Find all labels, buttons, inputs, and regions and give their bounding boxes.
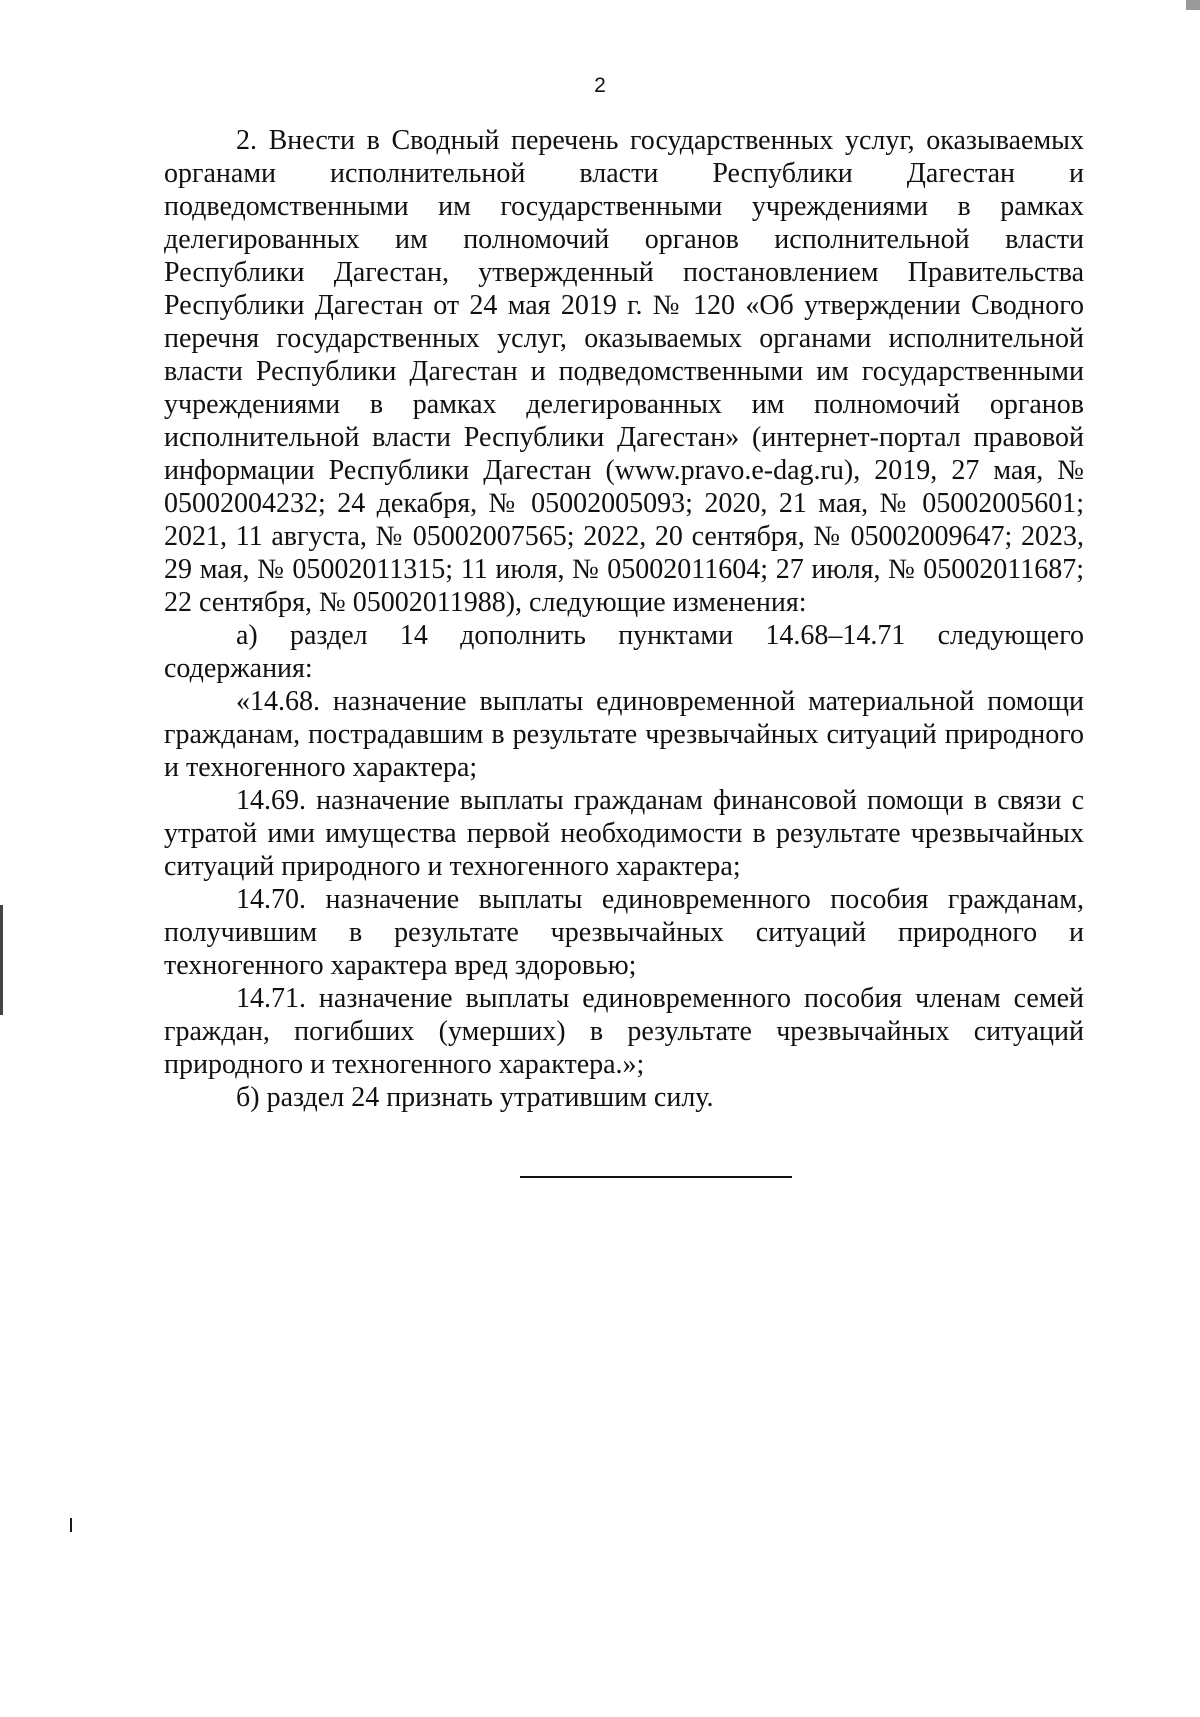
paragraph-item-14-71: 14.71. назначение выплаты единовременного пособия членам семей граждан, погибших (умерших) в результате чрезвычайных ситуаций природного и техногенного характера.»;: [164, 983, 1084, 1080]
paragraph-item-14-70: 14.70. назначение выплаты единовременного пособия гражданам, получившим в результате чрезвычайных ситуаций природного и техногенного характера вред здоровью;: [164, 884, 1084, 981]
page-number: 2: [594, 74, 606, 97]
scan-artifact: [70, 1518, 72, 1532]
end-divider-line: [520, 1176, 792, 1178]
paragraph-item-14-69: 14.69. назначение выплаты гражданам финансовой помощи в связи с утратой ими имущества первой необходимости в результате чрезвычайных ситуаций природного и техногенного характера;: [164, 785, 1084, 882]
paragraph-subitem-b: б) раздел 24 признать утратившим силу.: [236, 1082, 714, 1113]
paragraph-subitem-a: а) раздел 14 дополнить пунктами 14.68–14.71 следующего содержания:: [164, 620, 1084, 684]
document-body: [164, 124, 1084, 1114]
scan-artifact: [1186, 0, 1200, 10]
paragraph-main: 2. Внести в Сводный перечень государственных услуг, оказываемых органами исполнительной власти Республики Дагестан и подведомственными им государственными учреждениями в рамках делегированных им полномочий органов исполнительной власти Республики Дагестан, утвержденный постановлением Правительства Республики Дагестан от 24 мая 2019 г. № 120 «Об утверждении Сводного перечня государственных услуг, оказываемых органами исполнительной власти Республики Дагестан и подведомственными им государственными учреждениями в рамках делегированных им полномочий органов исполнительной власти Республики Дагестан» (интернет-портал правовой информации Республики Дагестан (www.pravo.e-dag.ru), 2019, 27 мая, № 05002004232; 24 декабря, № 05002005093; 2020, 21 мая, № 05002005601; 2021, 11 августа, № 05002007565; 2022, 20 сентября, № 05002009647; 2023, 29 мая, № 05002011315; 11 июля, № 05002011604; 27 июля, № 05002011687; 22 сентября, № 05002011988), следующие изменения:: [164, 125, 1084, 618]
paragraph-item-14-68: «14.68. назначение выплаты единовременной материальной помощи гражданам, пострадавшим в результате чрезвычайных ситуаций природного и техногенного характера;: [164, 686, 1084, 783]
scan-artifact: [0, 905, 3, 1015]
